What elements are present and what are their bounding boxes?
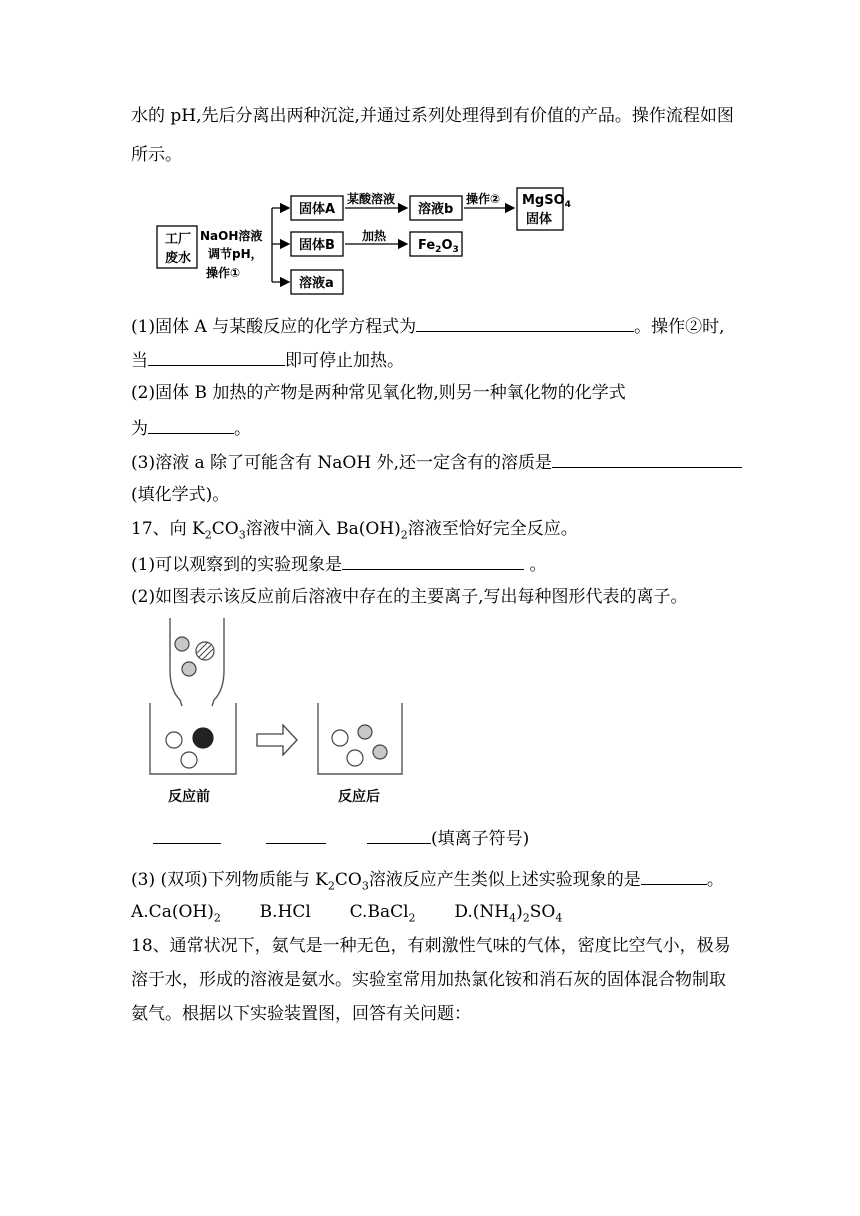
reaction-arrow <box>257 725 297 755</box>
q17-3-end: 。 <box>706 870 724 890</box>
dropper-funnel <box>170 618 224 706</box>
before-label: 反应前 <box>168 789 210 805</box>
after-label: 反应后 <box>338 789 380 805</box>
factory-label-2: 废水 <box>165 251 192 266</box>
legend-blank-2[interactable] <box>266 827 326 844</box>
ion-gray-funnel <box>175 637 189 651</box>
solid-b-label: 固体B <box>299 238 335 253</box>
q1-text: (1)固体 A 与某酸反应的化学方程式为 <box>131 317 417 337</box>
ion-black-before <box>193 728 213 748</box>
q17-text-1: 17、向 K <box>131 519 205 539</box>
legend-blank-3-line <box>367 827 529 849</box>
ion-white-after-2 <box>347 750 363 766</box>
q3-text: (3)溶液 a 除了可能含有 NaOH 外,还一定含有的溶质是 <box>131 453 553 473</box>
q18-line-2: 溶于水，形成的溶液是氨水。实验室常用加热氯化铵和消石灰的固体混合物制取 <box>131 970 726 990</box>
mgso4-solid-label: 固体 <box>526 212 553 227</box>
ion-white-before-2 <box>181 752 197 768</box>
q2-line: (2)固体 B 加热的产物是两种常见氧化物,则另一种氧化物的化学式 <box>131 383 626 403</box>
naoh-label: NaOH溶液 <box>200 229 263 243</box>
q17-3-text-1: (3) (双项)下列物质能与 K <box>131 870 328 890</box>
q17-2-line: (2)如图表示该反应前后溶液中存在的主要离子,写出每种图形代表的离子。 <box>131 587 688 607</box>
intro-line-2: 所示。 <box>131 145 182 165</box>
legend-blank-1-line <box>153 827 221 849</box>
q17-text-4: 溶液至恰好完全反应。 <box>407 519 578 539</box>
q17-3-line <box>131 868 724 896</box>
q17-3-sub-1: 2 <box>327 879 335 893</box>
adjust-ph-label: 调节pH， <box>208 247 263 261</box>
solid-a-label: 固体A <box>299 202 336 217</box>
legend-blank-3[interactable] <box>367 827 431 844</box>
q3-line-2: (填化学式)。 <box>131 485 230 505</box>
operation1-label: 操作① <box>206 266 241 280</box>
ion-gray-after <box>358 725 372 739</box>
q17-3-text-3: 溶液反应产生类似上述实验现象的是 <box>368 870 641 890</box>
solution-b-label: 溶液b <box>418 202 454 217</box>
q17-text-3: 溶液中滴入 Ba(OH) <box>245 519 401 539</box>
ion-white-before <box>166 732 182 748</box>
option-c: C.BaCl$_2$ <box>349 902 416 925</box>
ion-gray-funnel-2 <box>182 662 196 676</box>
q17-3-sub-2: 3 <box>361 879 369 893</box>
q17-text-2: CO <box>211 519 239 539</box>
q18-line-3: 氨气。根据以下实验装置图，回答有关问题： <box>131 1004 471 1024</box>
q17-1-text: (1)可以观察到的实验现象是 <box>131 555 343 575</box>
solution-a-label: 溶液a <box>299 276 334 291</box>
legend-end-text: (填离子符号) <box>431 829 530 849</box>
legend-blank-1[interactable] <box>153 827 221 844</box>
q17-3-text-2: CO <box>334 870 362 890</box>
q17-sub-3: 2 <box>400 528 408 542</box>
option-d: $D.(NH_4)_2SO_4$ <box>454 902 563 925</box>
option-a: $A.Ca(OH)_2$ <box>131 902 221 925</box>
ion-gray-after-2 <box>373 745 387 759</box>
ion-white-after <box>332 730 348 746</box>
q17-sub-1: 2 <box>204 528 212 542</box>
q17-1-end: 。 <box>524 555 547 575</box>
q2-text-2: 。 <box>234 419 251 439</box>
acid-label: 某酸溶液 <box>347 192 396 206</box>
q17-3-blank[interactable] <box>641 868 707 885</box>
factory-label-1: 工厂 <box>165 232 192 247</box>
intro-line-1: 水的 pH,先后分离出两种沉淀,并通过系列处理得到有价值的产品。操作流程如图 <box>131 106 734 126</box>
mgso4-label: MgSO$_4$ <box>522 193 571 210</box>
q17-3-options <box>131 902 562 928</box>
q17-sub-2: 3 <box>238 528 246 542</box>
heat-label: 加热 <box>362 229 387 243</box>
option-b: B.HCl <box>259 902 311 922</box>
q18-line-1: 18、通常状况下，氨气是一种无色，有刺激性气味的气体，密度比空气小，极易 <box>131 936 731 956</box>
q1-text-4: 即可停止加热。 <box>285 351 404 371</box>
operation2-label: 操作② <box>466 192 501 206</box>
q1-text-3: 当 <box>131 351 148 371</box>
fe2o3-label: $Fe_2O_3$ <box>418 238 459 255</box>
legend-blank-2-line <box>266 827 326 849</box>
q2-text: 为 <box>131 419 148 439</box>
q1-text-2: 。操作②时, <box>634 317 725 337</box>
